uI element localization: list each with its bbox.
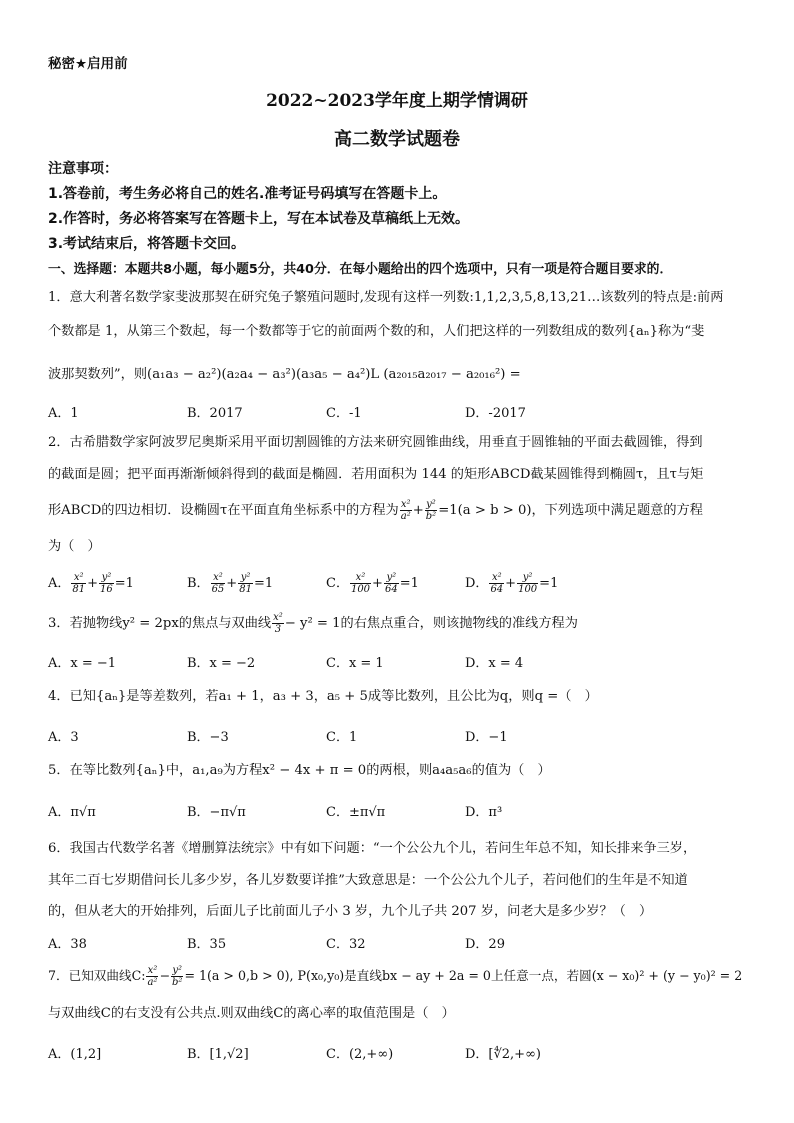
q6-line-2: 其年二百七岁期借问长儿多少岁，各儿岁数要详推”大致意思是：一个公公九个儿子，若问他们的生年是不知道 [48,873,688,888]
q7-text-b: = 1(a > 0,b > 0), P(x₀,y₀)是直线bx − ay + 2a = 0上任意一点，若圆(x − x₀)² + (y − y₀)² = 2 [184,968,743,983]
q2-frac-x: $\frac{\text{x²}}{\text{a²}}$ [400,499,411,522]
q3-option-b: B．x = −2 [187,656,256,671]
q5-line-1: 5．在等比数列{aₙ}中，a₁,a₉为方程x² − 4x + π = 0的两根，则a₄a₅a₆的值为（ ） [48,763,551,778]
q2-option-c: C． $\frac{\text{x²}}{100}$ + $\frac{\text{y²}}{64}$ =1 [326,572,419,595]
q7-text-a: 7．已知双曲线C: [48,968,146,983]
q7-options [48,1043,648,1061]
q7-line-2: 与双曲线C的右支没有公共点.则双曲线C的离心率的取值范围是（ ） [48,1006,455,1021]
q1-options [48,402,648,420]
q6-option-c: C．32 [326,937,366,952]
q5-option-c: C．±π√π [326,805,386,820]
exam-title: 2022~2023学年度上期学情调研 [266,91,528,111]
q3-text-a: 3．若抛物线y² = 2px的焦点与双曲线 [48,616,272,631]
section-heading: 一、选择题：本题共8小题，每小题5分，共40分．在每小题给出的四个选项中，只有一项是符合题目要求的． [48,262,673,277]
q7-option-c: C．(2,+∞) [326,1047,394,1062]
q2-line-2: 的截面是圆；把平面再渐渐倾斜得到的截面是椭圆．若用面积为 144 的矩形ABCD截某圆锥得到椭圆τ，且τ与矩 [48,467,704,482]
q3-frac: $\frac{\text{x²}}{3}$ [273,612,283,635]
q2-line-3: 形ABCD的四边相切．设椭圆τ在平面直角坐标系中的方程为 $\frac{\text{x²}}{\text{a²}}$ + $\frac{\text{y²}}{\text{b²}}$ =1(a > b > 0)，下列选项中满足题意的方程 [48,499,703,522]
q1-line-1: 1．意大利著名数学家斐波那契在研究兔子繁殖问题时,发现有这样一列数:1,1,2,3,5,8,13,21…该数列的特点是:前两 [48,290,724,305]
q3-text-b: − y² = 1的右焦点重合，则该抛物线的准线方程为 [284,616,578,631]
q2-line-1: 2．古希腊数学家阿波罗尼奥斯采用平面切割圆锥的方法来研究圆锥曲线，用垂直于圆锥轴的平面去截圆锥，得到 [48,435,703,450]
q3-line-1 [48,612,750,638]
q7-line-1: 7．已知双曲线C: $\frac{\text{x²}}{\text{a²}}$ − $\frac{\text{y²}}{\text{b²}}$ = 1(a > 0,b > 0), P(x₀,y₀)是直线bx − ay + 2a = 0上任意一点，若圆(x − x₀)² + (y − y₀)² = 2 [48,965,743,988]
q6-option-d: D．29 [465,937,505,952]
q6-line-3: 的，但从老大的开始排列，后面儿子比前面儿子小 3 岁，九个儿子共 207 岁，问老大是多少岁？（ ） [48,904,653,919]
q6-option-b: B．35 [187,937,227,952]
q2-frac-y: $\frac{\text{y²}}{\text{b²}}$ [425,499,437,522]
q7-option-d: D．[∜2,+∞) [465,1047,541,1062]
q1-line-3: 波那契数列”，则(a₁a₃ − a₂²)(a₂a₄ − a₃²)(a₃a₅ − a₄²)L (a₂₀₁₅a₂₀₁₇ − a₂₀₁₆²) = [48,367,521,382]
notice-item-1: 1.答卷前，考生务必将自己的姓名.准考证号码填写在答题卡上。 [48,186,447,202]
q7-option-a: A．(1,2] [48,1047,102,1062]
q1-option-c: C．-1 [326,406,362,421]
q7-option-b: B．[1,√2] [187,1047,249,1062]
q5-option-b: B．−π√π [187,805,246,820]
q6-options [48,933,648,951]
q3-option-a: A．x = −1 [48,656,117,671]
notice-item-2: 2.作答时，务必将答案写在答题卡上，写在本试卷及草稿纸上无效。 [48,211,470,227]
confidential-mark: 秘密★启用前 [48,56,128,72]
q6-option-a: A．38 [48,937,87,952]
q7-frac-x: $\frac{\text{x²}}{\text{a²}}$ [147,965,158,988]
q5-options [48,801,648,819]
q3-options [48,652,648,670]
q4-options [48,726,648,744]
q4-option-a: A．3 [48,730,79,745]
q4-line-1: 4．已知{aₙ}是等差数列，若a₁ + 1，a₃ + 3，a₅ + 5成等比数列，且公比为q，则q =（ ） [48,689,598,704]
q2-option-a: A． $\frac{\text{x²}}{81}$ + $\frac{\text{y²}}{16}$ =1 [48,572,134,595]
q7-frac-y: $\frac{\text{y²}}{\text{b²}}$ [172,965,183,988]
q5-option-d: D．π³ [465,805,503,820]
q2-option-b: B． $\frac{\text{x²}}{65}$ + $\frac{\text{y²}}{81}$ =1 [187,572,274,595]
q4-option-c: C．1 [326,730,358,745]
q4-option-b: B．−3 [187,730,229,745]
q1-option-a: A．1 [48,406,79,421]
q5-option-a: A．π√π [48,805,96,820]
q2-line-3-text: 形ABCD的四边相切．设椭圆τ在平面直角坐标系中的方程为 [48,503,399,518]
notice-item-3: 3.考试结束后，将答题卡交回。 [48,236,246,252]
q2-option-d: D． $\frac{\text{x²}}{64}$ + $\frac{\text{y²}}{100}$ =1 [465,572,559,595]
q1-option-b: B．2017 [187,406,243,421]
q6-line-1: 6．我国古代数学名著《增删算法统宗》中有如下问题：“一个公公九个儿，若问生年总不知，知长排来争三岁， [48,841,697,856]
q3-option-c: C．x = 1 [326,656,384,671]
q1-option-d: D．-2017 [465,406,526,421]
q3-option-d: D．x = 4 [465,656,524,671]
exam-subtitle: 高二数学试题卷 [334,129,460,150]
q2-line-4: 为（ ） [48,539,101,554]
notice-heading: 注意事项： [48,161,118,177]
q2-options [48,572,648,598]
q4-option-d: D．−1 [465,730,508,745]
q2-line-3-end: =1(a > b > 0)，下列选项中满足题意的方程 [438,503,703,518]
q1-line-2: 个数都是 1，从第三个数起，每一个数都等于它的前面两个数的和，人们把这样的一列数组成的数列{aₙ}称为“斐 [48,324,705,339]
